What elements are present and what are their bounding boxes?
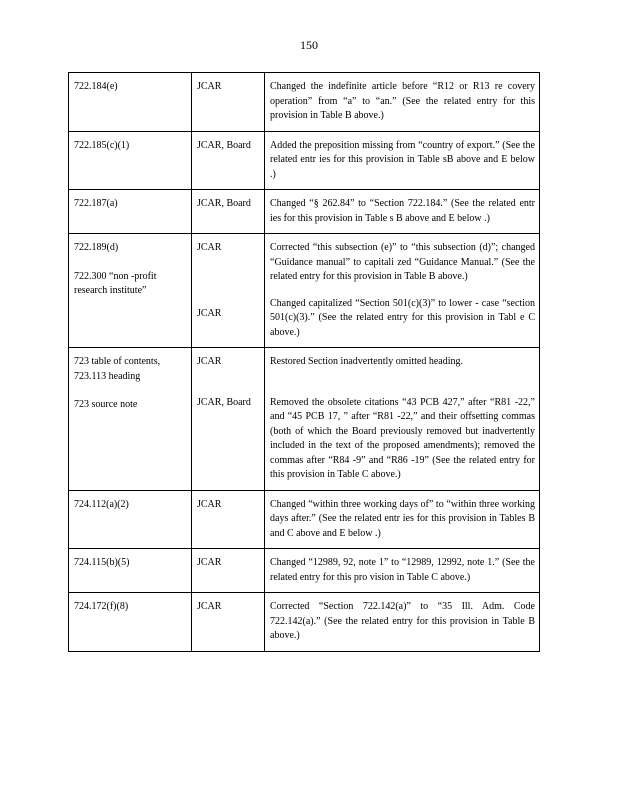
description-entry: Corrected “this subsection (e)” to “this subsection (d)”; changed “Guidance manual” to capitali zed “Guidance Manual.” (See the related entry for this provision in Table B above.) (270, 242, 535, 282)
section-cell (69, 234, 192, 348)
source-cell: JCAR, Board (192, 190, 265, 234)
description-cell: Corrected “Section 722.142(a)” to “35 Ill. Adm. Code 722.142(a).” (See the related entry for this provision in Table B above.) (265, 593, 540, 652)
description-cell: Changed “within three working days of” to “within three working days after.” (See the related entr ies for this provision in Tables B and C above and E below .) (265, 490, 540, 549)
source-cell: JCAR (192, 549, 265, 593)
source-entry: JCAR (197, 242, 222, 253)
section-entry: 722.189(d) (74, 242, 119, 253)
section-entry: 723 table of contents, 723.113 heading (74, 356, 161, 382)
source-cell: JCAR (192, 593, 265, 652)
changes-table (68, 72, 540, 652)
description-cell (265, 348, 540, 491)
section-cell: 722.187(a) (69, 190, 192, 234)
description-cell: Changed the indefinite article before “R12 or R13 re covery operation” from “a” to “an.” (See the related entry for this provision in Table B above.) (265, 73, 540, 132)
section-cell: 724.112(a)(2) (69, 490, 192, 549)
description-cell: Changed “§ 262.84” to “Section 722.184.” (See the related entr ies for this provision in Table s B above and E below .) (265, 190, 540, 234)
table-row (69, 490, 540, 549)
source-cell: JCAR, Board (192, 131, 265, 190)
page-number: 150 (300, 38, 318, 52)
section-cell: 724.115(b)(5) (69, 549, 192, 593)
table-row (69, 190, 540, 234)
description-cell: Changed “12989, 92, note 1” to “12989, 12992, note 1.” (See the related entry for this pro vision in Table C above.) (265, 549, 540, 593)
section-cell: 722.185(c)(1) (69, 131, 192, 190)
description-cell (265, 234, 540, 348)
source-cell: JCAR (192, 490, 265, 549)
source-entry: JCAR (197, 356, 222, 367)
source-entry: JCAR, Board (197, 396, 251, 408)
description-entry: Restored Section inadvertently omitted heading. (270, 356, 464, 367)
description-entry: Changed capitalized “Section 501(c)(3)” to lower - case “section 501(c)(3).” (See the related entry for this provision in Tabl e C above.) (270, 297, 535, 338)
section-cell (69, 348, 192, 491)
source-cell (192, 348, 265, 491)
source-entry: JCAR (197, 307, 222, 319)
section-cell: 724.172(f)(8) (69, 593, 192, 652)
description-entry: Removed the obsolete citations “43 PCB 427,” after “R81 -22,” and “45 PCB 17, ” after “R81 -22,” and their offsetting commas (both of which the Board previously removed but inadvertently included in the text of the proposed amendments); removed the commas after “R84 -9” and “R86 -19” (See the related entry for this provision in Table C above.) (270, 396, 535, 480)
table-row (69, 549, 540, 593)
description-cell: Added the preposition missing from “country of export.” (See the related entr ies for this provision in Table sB above and E below .) (265, 131, 540, 190)
source-cell (192, 234, 265, 348)
section-entry: 722.300 “non -profit research institute” (74, 270, 157, 296)
table-row (69, 348, 540, 491)
table-row (69, 234, 540, 348)
table-row (69, 131, 540, 190)
table-row (69, 73, 540, 132)
source-cell: JCAR (192, 73, 265, 132)
table-row (69, 593, 540, 652)
section-cell: 722.184(e) (69, 73, 192, 132)
section-entry: 723 source note (74, 399, 138, 410)
